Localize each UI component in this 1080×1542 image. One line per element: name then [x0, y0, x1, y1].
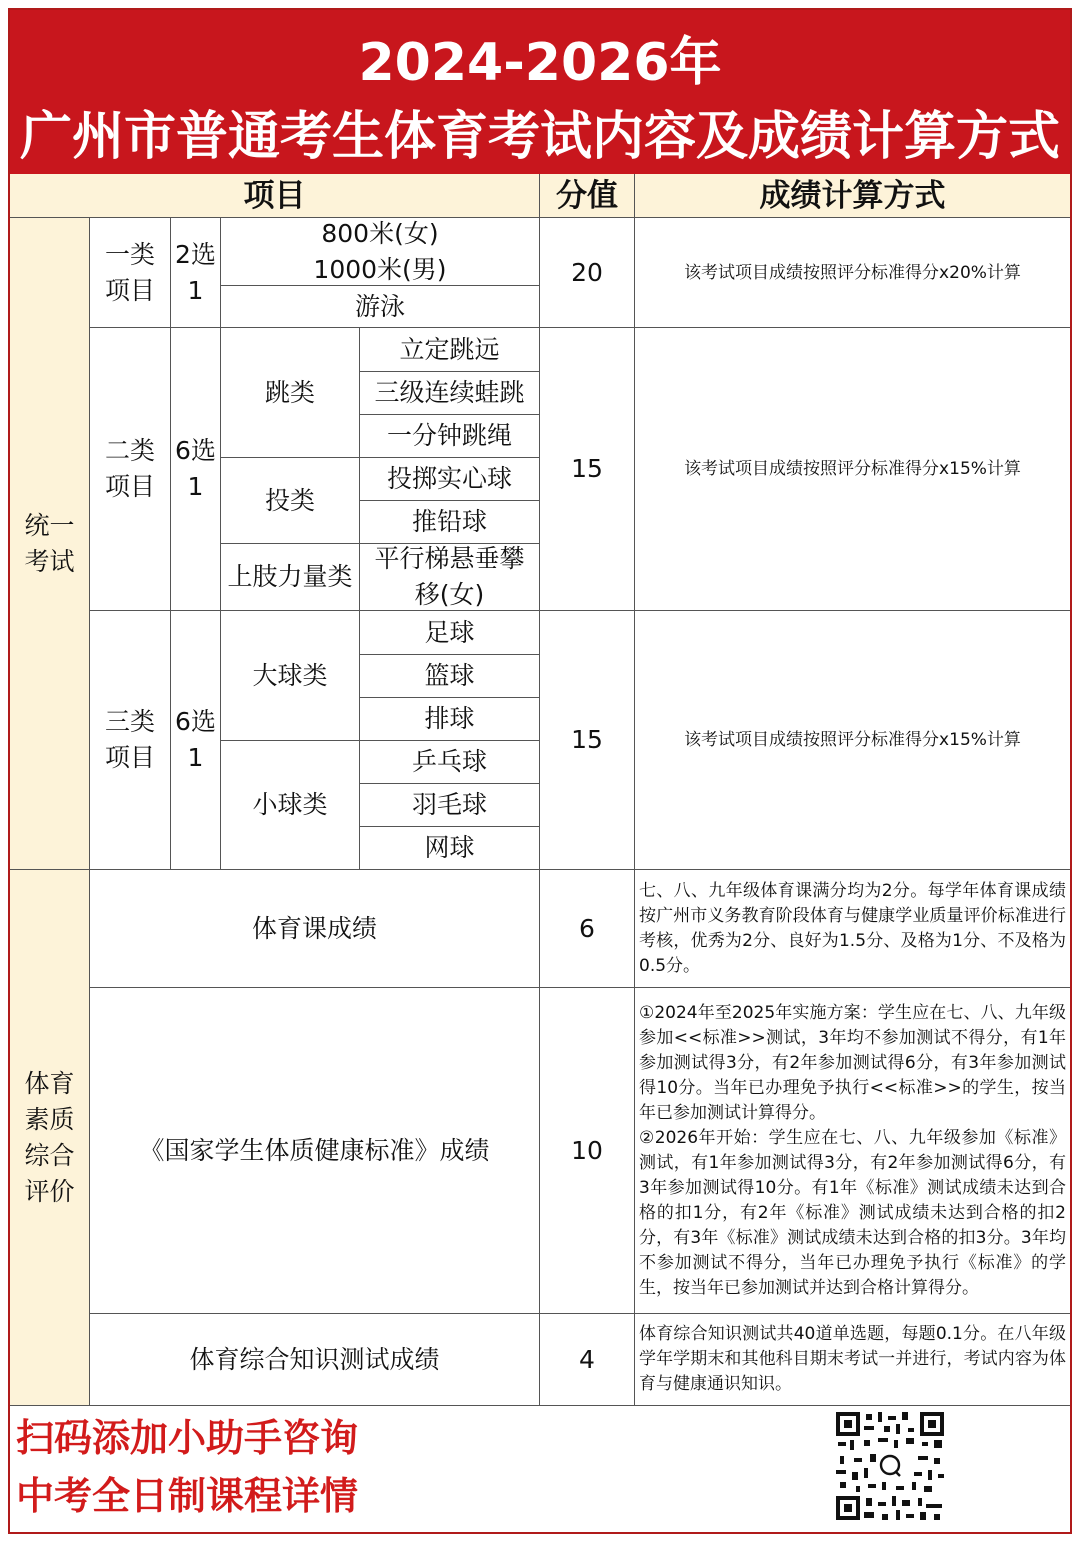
cat2-score: 15 — [540, 328, 635, 611]
cat2-item-ladder-l2: 移(女) — [414, 580, 485, 609]
standard-name: 《国家学生体质健康标准》成绩 — [90, 988, 540, 1314]
cat2-name-l1: 二类 — [104, 436, 155, 465]
cat2-choose-l1: 6选 — [175, 436, 216, 465]
cat3-item-volleyball: 排球 — [360, 698, 540, 741]
quality-label-l2: 素质 — [24, 1104, 75, 1134]
cat3-name-l1: 三类 — [104, 707, 155, 736]
cat3-item-tennis: 网球 — [360, 827, 540, 870]
cat3-method: 该考试项目成绩按照评分标准得分x15%计算 — [635, 611, 1070, 870]
unified-label-l1: 统一 — [24, 510, 75, 540]
standard-method-p2: ②2026年开始：学生应在七、八、九年级参加《标准》测试，有1年参加测试得3分，有2年参加测试得6分，有3年参加测试得10分。有1年《标准》测试成绩未达到合格的扣1分，有2年《标准》测试成绩未达到合格的扣2分，有3年《标准》测试成绩未达到合格的扣3分。3年均不参加测试不得分，当年已办理免予执行《标准》的学生，按当年已参加测试并达到合格计算得分。 — [639, 1127, 1066, 1298]
cat3-choose — [171, 611, 221, 870]
unified-label-l2: 考试 — [24, 546, 75, 576]
standard-method-p1: ①2024年至2025年实施方案：学生应在七、八、九年级参加<<标准>>测试，3年均不参加测试不得分，有1年参加测试得3分，有2年参加测试得6分，有3年参加测试得10分。当年已办理免予执行<<标准>>的学生，按当年已参加测试计算得分。 — [639, 1002, 1066, 1123]
cat2-group-upper: 上肢力量类 — [221, 544, 360, 611]
col-header-item: 项目 — [10, 174, 540, 218]
qr-code[interactable] — [834, 1410, 946, 1522]
cat1-score: 20 — [540, 218, 635, 328]
cat2-method: 该考试项目成绩按照评分标准得分x15%计算 — [635, 328, 1070, 611]
knowledge-name: 体育综合知识测试成绩 — [90, 1314, 540, 1405]
col-header-method: 成绩计算方式 — [635, 174, 1070, 218]
cat3-item-table-tennis: 乒乓球 — [360, 741, 540, 784]
title-line-2: 广州市普通考生体育考试内容及成绩计算方式 — [19, 107, 1060, 167]
cat2-item-medicine-ball: 投掷实心球 — [360, 458, 540, 501]
cat3-group-small-ball: 小球类 — [221, 741, 360, 870]
section-unified-exam — [10, 218, 90, 870]
cat1-name-l2: 项目 — [104, 275, 155, 305]
cat2-group-throw: 投类 — [221, 458, 360, 544]
cat2-item-standing-jump: 立定跳远 — [360, 328, 540, 372]
cat3-group-big-ball: 大球类 — [221, 611, 360, 741]
cat2-group-jump: 跳类 — [221, 328, 360, 458]
cat3-item-football: 足球 — [360, 611, 540, 655]
cta-line-2: 中考全日制课程详情 — [16, 1474, 359, 1518]
knowledge-method — [635, 1314, 1070, 1405]
cat2-item-ladder — [360, 544, 540, 611]
knowledge-method-text: 体育综合知识测试共40道单选题，每题0.1分。在八年级学年学期末和其他科目期末考试一并进行，考试内容为体育与健康通识知识。 — [639, 1324, 1066, 1394]
pe-course-name: 体育课成绩 — [90, 870, 540, 988]
pe-course-score: 6 — [540, 870, 635, 988]
cat3-score: 15 — [540, 611, 635, 870]
cat2-name — [90, 328, 171, 611]
pe-course-method-text: 七、八、九年级体育课满分均为2分。每学年体育课成绩按广州市义务教育阶段体育与健康学业质量评价标准进行考核，优秀为2分、良好为1.5分、及格为1分、不及格为0.5分。 — [639, 880, 1066, 976]
cat1-item-run — [221, 218, 540, 286]
quality-label-l3: 综合 — [24, 1140, 75, 1170]
cat1-choose — [171, 218, 221, 328]
pe-course-method — [635, 870, 1070, 988]
cat1-item-1000m: 1000米(男) — [313, 254, 447, 284]
cta-line-1: 扫码添加小助手咨询 — [16, 1416, 359, 1460]
cat2-item-rope-skip: 一分钟跳绳 — [360, 415, 540, 458]
cat3-name-l2: 项目 — [104, 743, 155, 772]
cat2-item-shot-put: 推铅球 — [360, 501, 540, 544]
cat1-item-swim: 游泳 — [221, 286, 540, 328]
cat1-name-l1: 一类 — [104, 239, 155, 269]
cat3-item-basketball: 篮球 — [360, 655, 540, 698]
standard-method — [635, 988, 1070, 1314]
cat3-choose-l1: 6选 — [175, 707, 216, 736]
cat2-item-frog-jump: 三级连续蛙跳 — [360, 372, 540, 415]
page-header — [10, 10, 1070, 174]
standard-score: 10 — [540, 988, 635, 1314]
title-line-1: 2024-2026年 — [358, 33, 722, 93]
cat2-choose — [171, 328, 221, 611]
quality-label-l4: 评价 — [24, 1176, 75, 1206]
cat3-choose-l2: 1 — [187, 743, 204, 772]
cat1-choose-l2: 1 — [187, 275, 204, 305]
cat1-choose-l1: 2选 — [175, 239, 216, 269]
section-quality-eval — [10, 870, 90, 1405]
cat3-name — [90, 611, 171, 870]
cat2-name-l2: 项目 — [104, 472, 155, 501]
cat1-method: 该考试项目成绩按照评分标准得分x20%计算 — [635, 218, 1070, 328]
cat2-item-ladder-l1: 平行梯悬垂攀 — [374, 544, 525, 573]
cat3-item-badminton: 羽毛球 — [360, 784, 540, 827]
cat1-item-800m: 800米(女) — [321, 218, 439, 248]
quality-label-l1: 体育 — [24, 1068, 75, 1098]
col-header-score: 分值 — [540, 174, 635, 218]
cat2-choose-l2: 1 — [187, 472, 204, 501]
knowledge-score: 4 — [540, 1314, 635, 1405]
cat1-name — [90, 218, 171, 328]
